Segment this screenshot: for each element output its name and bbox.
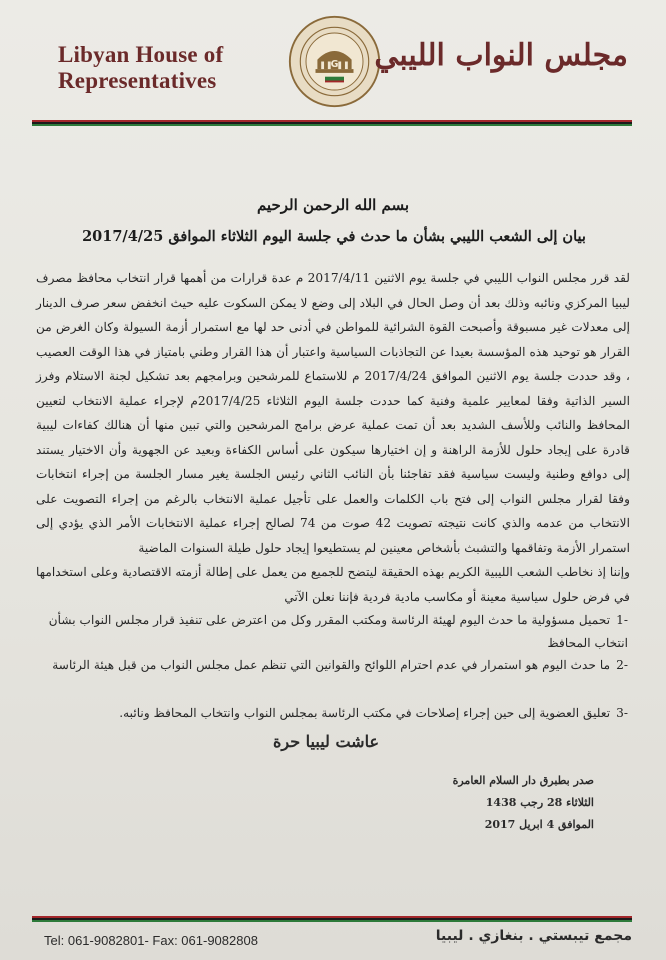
footer-stripe [32,916,632,922]
issue-info [400,770,594,836]
basmala: بسم الله الرحمن الرحيم [256,196,410,214]
letterhead-english [58,42,268,94]
resolution-number: -2 [616,658,628,672]
paragraph-2: وإننا إذ نخاطب الشعب الليبية الكريم بهذه الحقيقة ليتضح للجميع من يعمل على إطالة أزمته الاقتصادية وعلى استخدامها في فرض حلول سياسية معينة أو مكاسب مادية فردية فإننا نعلن الآتي [36,565,630,604]
statement-body [36,266,630,609]
resolution-text: تحميل مسؤولية ما حدث اليوم لهيئة الرئاسة ومكتب المقرر وكل من اعترض على تنفيذ قرار مجلس النواب بشأن انتخاب المحافظ [48,613,628,650]
issue-hijri-date: الثلاثاء 28 رجب 1438 [485,796,594,809]
issue-gregorian-date: الموافق 4 ابريل 2017 [484,818,594,831]
resolution-number: -1 [616,613,628,627]
letterhead-english-line2: Representatives [58,68,217,93]
resolution-item-2 [36,654,628,677]
resolution-text: تعليق العضوية إلى حين إجراء إصلاحات في مكتب الرئاسة بمجلس النواب وانتخاب المحافظ ونائبه. [119,706,611,720]
footer-contact: Tel: 061-9082801- Fax: 061-9082808 [44,933,258,948]
paragraph-1: لقد قرر مجلس النواب الليبي في جلسة يوم الاثنين 2017/4/11 م عدة قرارات من أهمها قرار انتخاب محافظ مصرف ليبيا المركزي ونائبه وذلك بعد أن وصل الحال في البلاد إلى وضع لا يمكن السكوت عليه حيث انخفض سعر صرف الدينار إلى معدلات غير مسبوقة وأصبحت القوة الشرائية للمواطن في أدنى حد لها مع استمرار أزمة السيولة وكان الغرض من القرار هو توحيد هذه المؤسسة بعيدا عن التجاذبات السياسية واعتبار أن هذا القرار وطني بامتياز في هذا الوقت العصيب ، وقد حددت جلسة يوم الاثنين الموافق 2017/4/24 م للاستماع للمرشحين وبرامجهم بعد تشكيل لجنة الاستلام وفرز السير الذاتية وفقا لمعايير علمية وفنية كما حددت جلسة اليوم الثلاثاء 2017/4/25م لإجراء عملية الانتخاب لتعيين المحافظ والنائب وللأسف الشديد بعد أن تمت عملية عرض برامج المرشحين والتي تبين منها أن هنالك كفاءات ليبية قادرة على إيجاد حلول للأزمة الراهنة و إن اختيارها سيكون على أساس الكفاءة وبعيد عن الجهوية وأن الاختيار يستند إلى دوافع وطنية وليست سياسية فقد تفاجئنا بأن النائب الثاني رئيس الجلسة يغير مسار الجلسة من إجراء انتخابات وفقا لقرار مجلس النواب إلى فتح باب الكلمات والعمل على تأجيل عملية الانتخاب بالرغم من إجراء التصويت على الانتخاب من عدمه والذي كانت نتيجته تصويت 42 صوت من 74 لصالح إجراء عملية الانتخابات الأمر الذي يؤدي إلى استمرار الأزمة وتفاقمها والتشبث بأشخاص معينين لم يستطيعوا إيجاد حلول طيلة السنوات الماضية [36,271,631,555]
resolution-item-1 [36,609,628,655]
issue-place: صدر بطبرق دار السلام العامرة [452,774,594,787]
letterhead-arabic: مجلس النواب الليبي [374,38,628,73]
closing-slogan: عاشت ليبيا حرة [272,732,379,751]
resolution-number: -3 [616,706,628,720]
statement-subject: بيان إلى الشعب الليبي بشأن ما حدث في جلسة اليوم الثلاثاء الموافق 2017/4/25 [82,228,586,245]
resolution-item-3 [36,702,628,725]
svg-text:G: G [330,59,339,71]
parliament-seal-icon [287,14,382,109]
footer-address: مجمع تيبستي . بنغازي . ليبيا [435,928,632,944]
header-stripe [32,120,632,126]
letterhead-english-line1: Libyan House of [58,42,224,67]
resolution-text: ما حدث اليوم هو استمرار في عدم احترام اللوائح والقوانين التي تنظم عمل مجلس النواب من قبل هيئة الرئاسة [52,658,611,672]
